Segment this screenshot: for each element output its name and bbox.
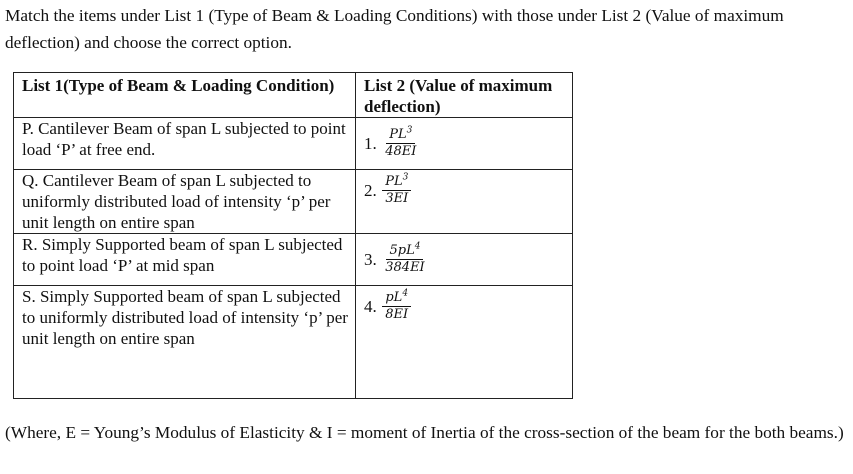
option-number: 1. [364, 134, 377, 153]
formula-coefficient: 5 [389, 243, 398, 258]
option-number: 3. [364, 250, 377, 269]
formula-base: PL [389, 127, 407, 142]
list1-item-p: P. Cantilever Beam of span L subjected to point load ‘P’ at free end. [14, 118, 356, 170]
formula-exponent: 3 [402, 172, 409, 183]
table-row [14, 118, 573, 170]
formula-denominator: 3EI [385, 191, 409, 206]
formula-exponent: 3 [406, 125, 413, 136]
formula-exponent: 4 [414, 241, 421, 252]
list2-item-2 [356, 170, 573, 234]
formula-denominator: 384EI [385, 260, 425, 275]
list2-item-1 [356, 118, 573, 170]
list1-item-q: Q. Cantilever Beam of span L subjected to uniformly distributed load of intensity ‘p’ per unit length on entire span [14, 170, 356, 234]
deflection-formula [382, 174, 411, 207]
formula-exponent: 4 [402, 288, 409, 299]
list1-item-s: S. Simply Supported beam of span L subjected to uniformly distributed load of intensity ‘p’ per unit length on entire span [14, 286, 356, 399]
formula-base: PL [385, 174, 403, 189]
list2-item-4 [356, 286, 573, 399]
list2-item-3 [356, 234, 573, 286]
list1-header: List 1(Type of Beam & Loading Condition) [14, 73, 356, 118]
formula-base: pL [385, 290, 403, 305]
table-row [14, 170, 573, 234]
formula-denominator: 48EI [385, 144, 417, 159]
list2-header: List 2 (Value of maximum deflection) [356, 73, 573, 118]
deflection-formula [382, 290, 411, 323]
table-row [14, 234, 573, 286]
footnote-text: (Where, E = Young’s Modulus of Elasticity & I = moment of Inertia of the cross-section of the beam for the both beams.) [5, 423, 844, 442]
table-row [14, 286, 573, 399]
option-number: 2. [364, 181, 377, 200]
table-header-row [14, 73, 573, 118]
option-number: 4. [364, 297, 377, 316]
question-text: Match the items under List 1 (Type of Beam & Loading Conditions) with those under List 2 (Value of maximum deflection) and choose the correct option. [5, 6, 784, 52]
deflection-formula [382, 127, 419, 160]
matching-table [13, 72, 573, 399]
formula-base: pL [397, 243, 415, 258]
list1-item-r: R. Simply Supported beam of span L subjected to point load ‘P’ at mid span [14, 234, 356, 286]
deflection-formula [382, 243, 427, 276]
formula-denominator: 8EI [385, 307, 409, 322]
